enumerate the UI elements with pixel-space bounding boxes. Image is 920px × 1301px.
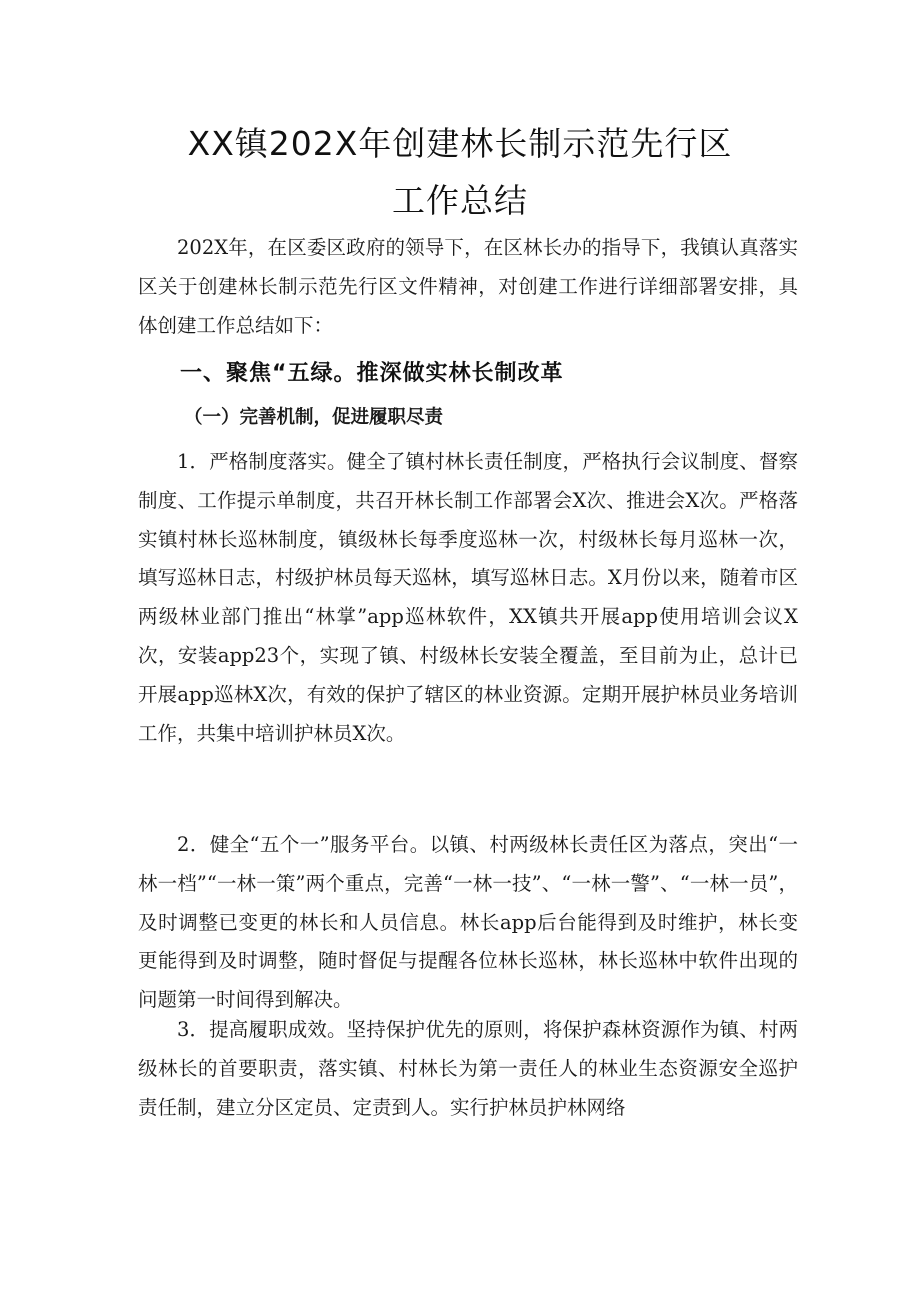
intro-paragraph: 202X年，在区委区政府的领导下，在区林长办的指导下，我镇认真落实区关于创建林长制示范先行区文件精神，对创建工作进行详细部署安排，具体创建工作总结如下： — [138, 236, 798, 337]
paragraph-2: 2．健全“五个一”服务平台。以镇、村两级林长责任区为落点，突出“一林一档”“一林一策”两个重点，完善“一林一技”、“一林一警”、“一林一员”，及时调整已变更的林长和人员信息。林长app后台能得到及时维护，林长变更能得到及时调整，随时督促与提醒各位林长巡林，林长巡林中软件出现的问题第一时间得到解决。 — [138, 833, 798, 1012]
document-title-line1: XX镇202X年创建林长制示范先行区 — [187, 124, 733, 163]
document-title-line2: 工作总结 — [392, 181, 528, 220]
paragraph-1: 1．严格制度落实。健全了镇村林长责任制度，严格执行会议制度、督察制度、工作提示单制度，共召开林长制工作部署会X次、推进会X次。严格落实镇村林长巡林制度，镇级林长每季度巡林一次，村级林长每月巡林一次，填写巡林日志，村级护林员每天巡林，填写巡林日志。X月份以来，随着市区两级林业部门推出“林掌”app巡林软件，XX镇共开展app使用培训会议X次，安装app23个，实现了镇、村级林长安装全覆盖，至目前为止，总计已开展app巡林X次，有效的保护了辖区的林业资源。定期开展护林员业务培训工作，共集中培训护林员X次。 — [138, 450, 798, 745]
paragraph-3: 3．提高履职成效。坚持保护优先的原则，将保护森林资源作为镇、村两级林长的首要职责，落实镇、村林长为第一责任人的林业生态资源安全巡护责任制，建立分区定员、定责到人。实行护林员护林网络 — [138, 1018, 798, 1119]
subsection-heading-1: （一）完善机制，促进履职尽责 — [184, 407, 444, 428]
section-heading-1: 一、聚焦“五绿。推深做实林长制改革 — [180, 361, 564, 386]
